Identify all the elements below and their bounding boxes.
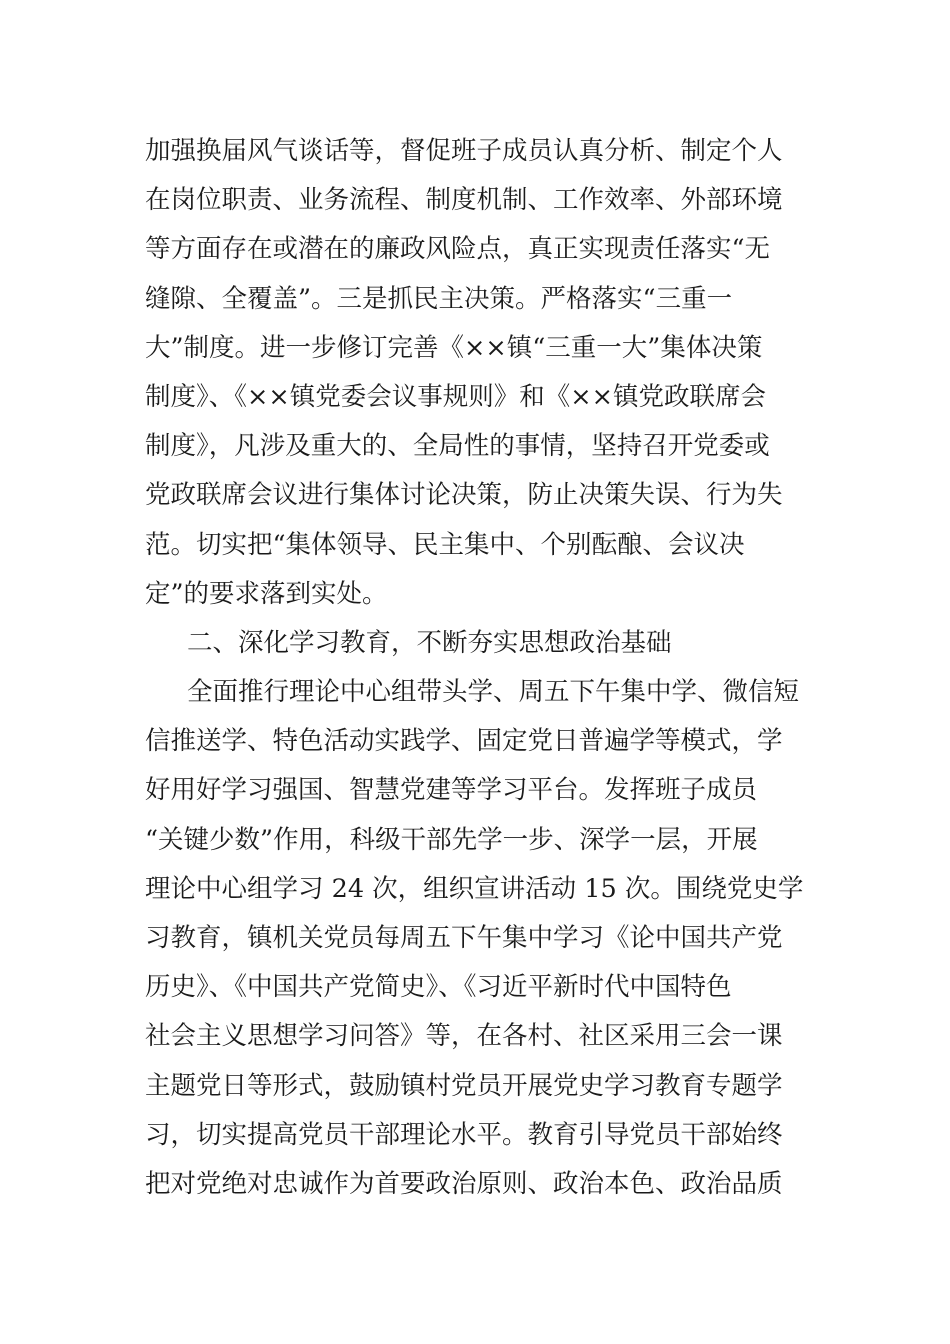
text-line: 社会主义思想学习问答》等，在各村、社区采用三会一课 — [145, 1021, 783, 1052]
text-line: 习教育，镇机关党员每周五下午集中学习《论中国共产党 — [145, 923, 783, 953]
text-line: 好用好学习强国、智慧党建等学习平台。发挥班子成员 — [145, 775, 758, 806]
text-line: 历史》、《中国共产党简史》、《习近平新时代中国特色 — [145, 972, 732, 1003]
text-line: 全面推行理论中心组带头学、周五下午集中学、微信短 — [187, 677, 800, 708]
text-line: 范。切实把“集体领导、民主集中、个别酝酿、会议决 — [145, 529, 745, 560]
section-heading: 二、深化学习教育，不断夯实思想政治基础 — [187, 627, 672, 658]
text-line: 等方面存在或潜在的廉政风险点，真正实现责任落实“无 — [145, 234, 771, 265]
text-line: 把对党绝对忠诚作为首要政治原则、政治本色、政治品质 — [145, 1168, 783, 1199]
text-line: 理论中心组学习 24 次，组织宣讲活动 15 次。围绕党史学 — [145, 873, 804, 904]
text-line: 缝隙、全覆盖”。三是抓民主决策。严格落实“三重一 — [145, 283, 733, 314]
text-line: 制度》，凡涉及重大的、全局性的事情，坚持召开党委或 — [145, 431, 770, 462]
text-line: 党政联席会议进行集体讨论决策，防止决策失误、行为失 — [145, 480, 783, 511]
text-line: “关键少数”作用，科级干部先学一步、深学一层，开展 — [145, 824, 758, 855]
body-text — [145, 127, 815, 1209]
text-line: 习，切实提高党员干部理论水平。教育引导党员干部始终 — [145, 1119, 783, 1150]
text-line: 信推送学、特色活动实践学、固定党日普遍学等模式，学 — [145, 726, 783, 757]
text-line: 定”的要求落到实处。 — [145, 578, 388, 609]
text-line: 主题党日等形式，鼓励镇村党员开展党史学习教育专题学 — [145, 1070, 783, 1101]
text-line: 大”制度。进一步修订完善《××镇“三重一大”集体决策 — [145, 332, 763, 363]
text-line: 制度》、《××镇党委会议事规则》和《××镇党政联席会 — [145, 381, 766, 412]
text-line: 加强换届风气谈话等，督促班子成员认真分析、制定个人 — [145, 136, 783, 166]
text-line: 在岗位职责、业务流程、制度机制、工作效率、外部环境 — [145, 185, 783, 216]
